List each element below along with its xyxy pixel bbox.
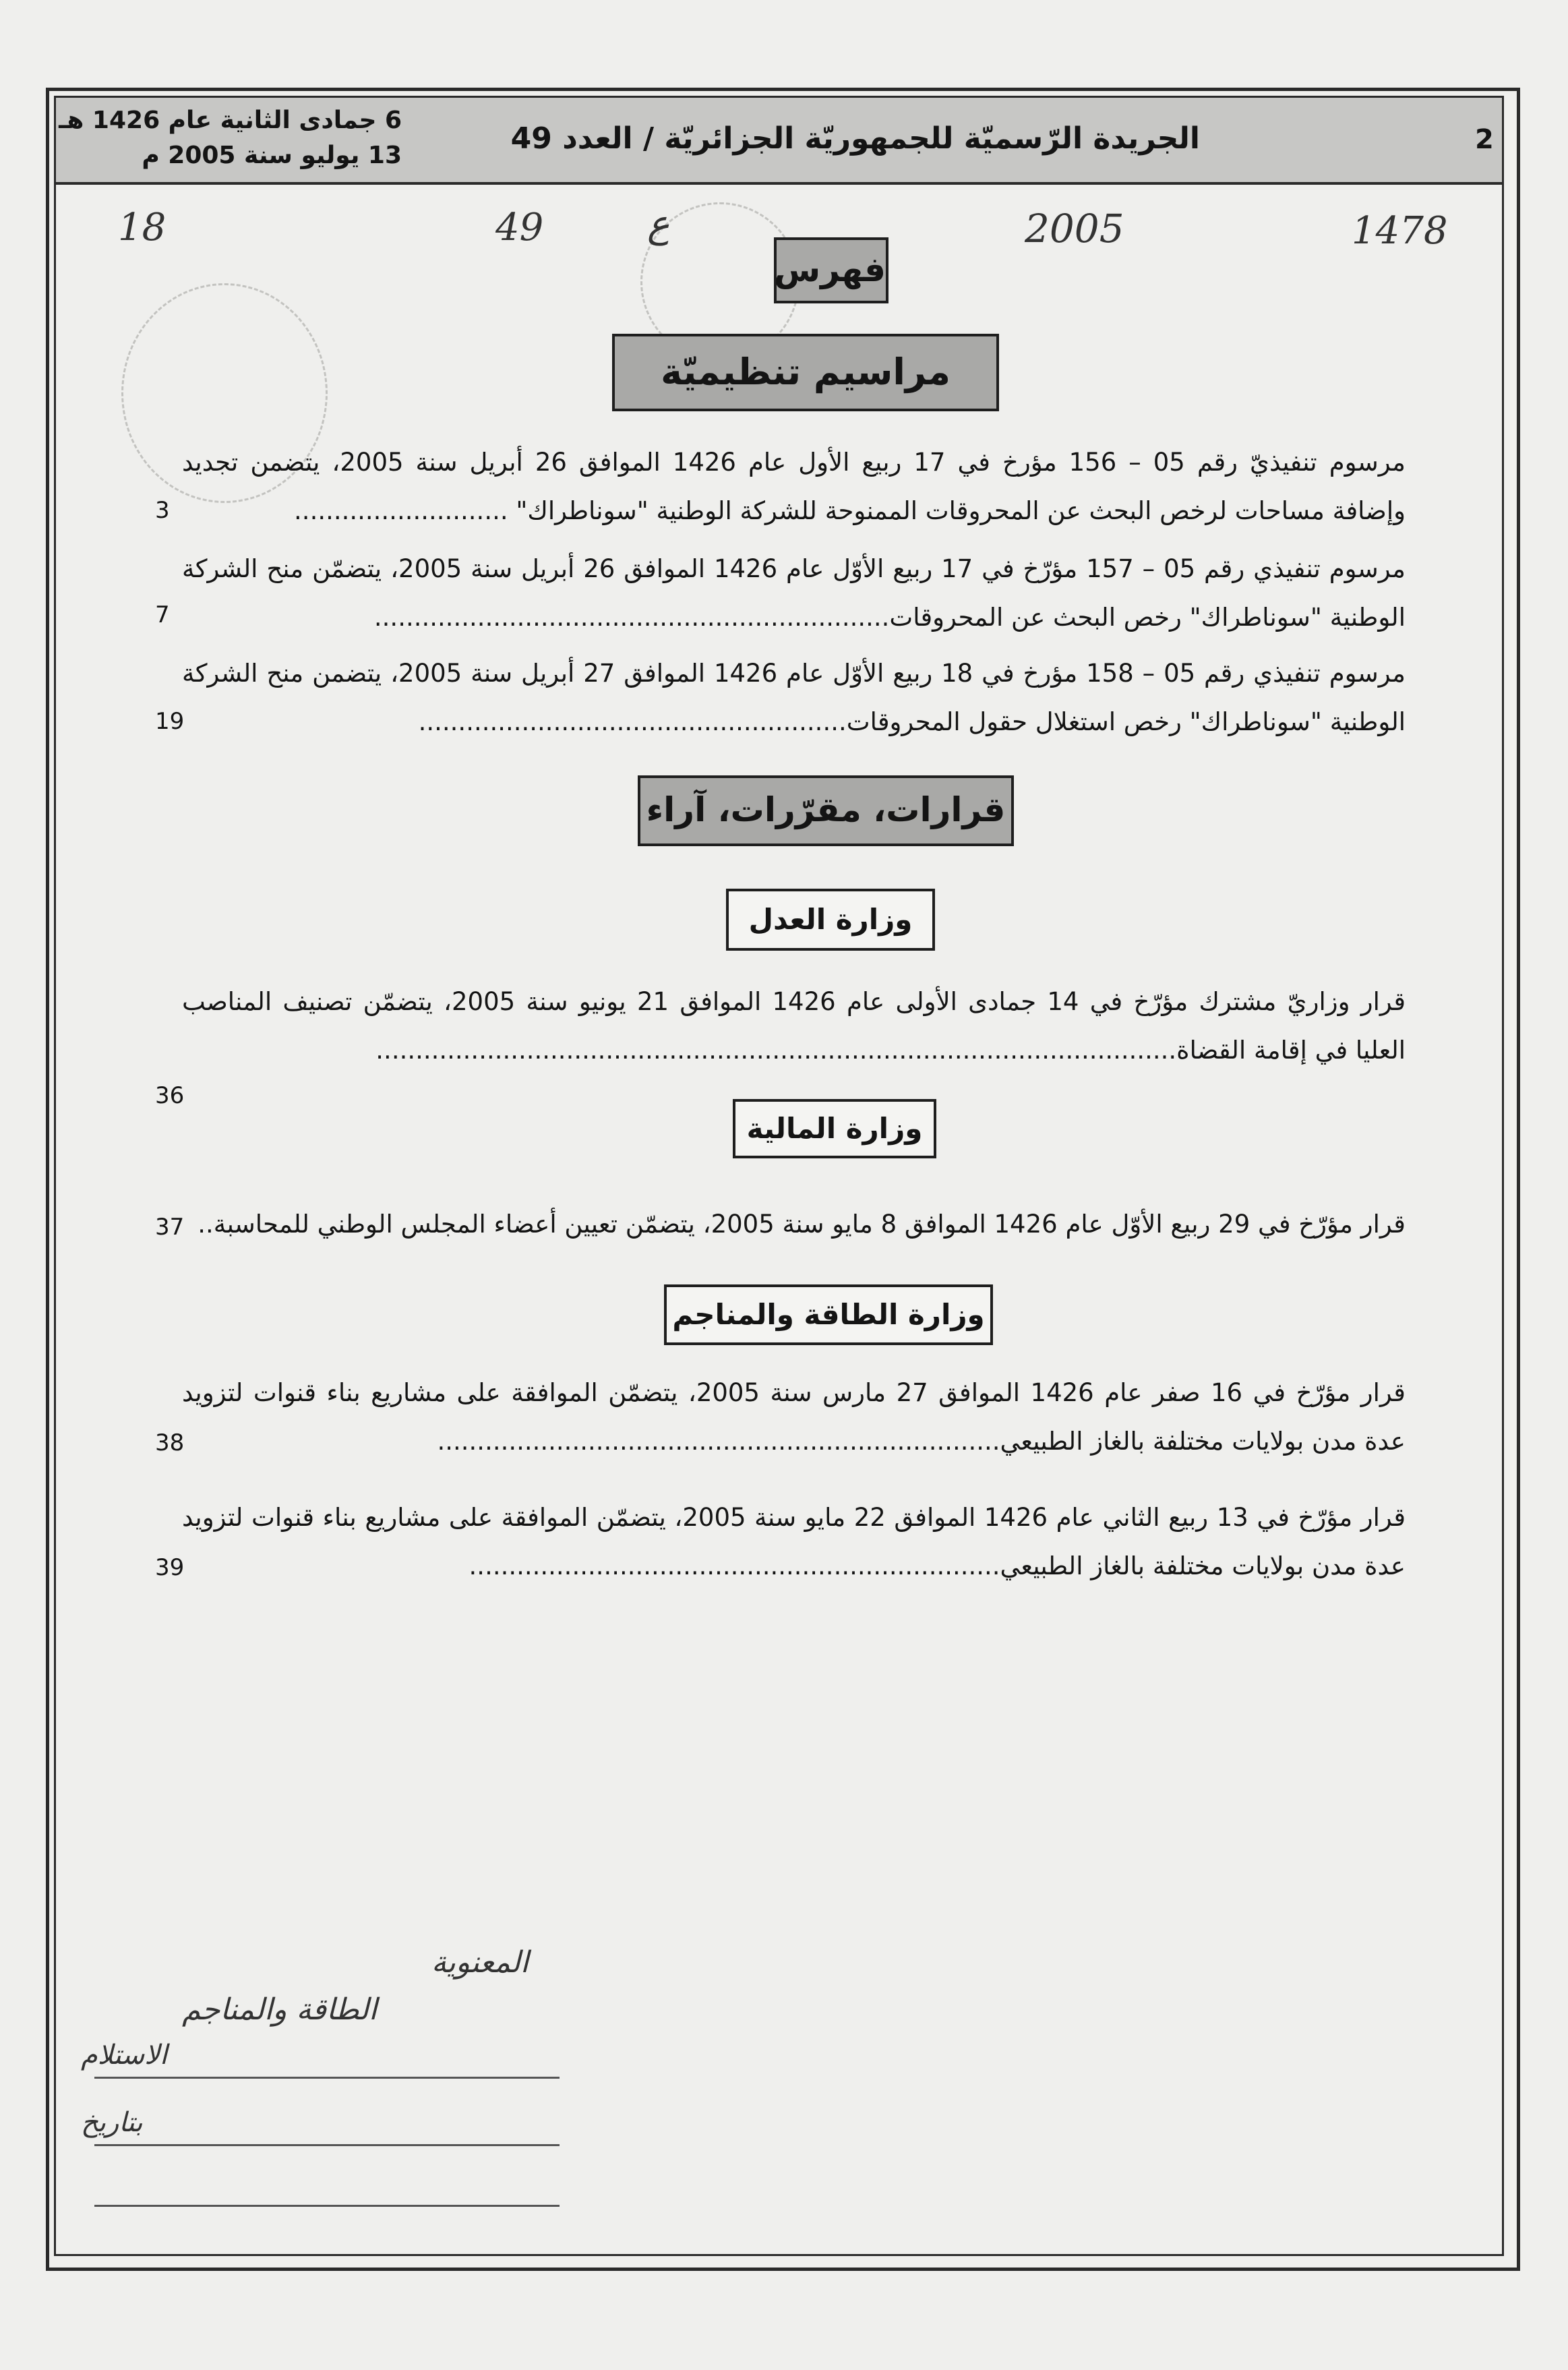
toc-entry: قرار مؤرّخ في 29 ربيع الأوّل عام 1426 الموافق 8 مايو سنة 2005، يتضمّن تعيين أعضاء المجلس الوطني للمحاسبة.. bbox=[198, 1210, 1406, 1239]
toc-page-number: 19 bbox=[155, 708, 185, 735]
section-heading-decisions-text: قرارات، مقرّرات، آراء bbox=[646, 790, 1006, 829]
toc-page-number: 39 bbox=[155, 1554, 185, 1581]
handwritten-note: المعنوية bbox=[431, 1945, 529, 1980]
toc-entry: مرسوم تنفيذي رقم 05 – 157 مؤرّخ في 17 ربيع الأوّل عام 1426 الموافق 26 أبريل سنة 2005، يتضمّن منح الشركة الوطنية "سوناطراك" رخص البحث عن المحروقات................................................................. bbox=[182, 554, 1406, 632]
handwritten-year: 2005 bbox=[1025, 206, 1124, 251]
ministry-heading-justice bbox=[726, 889, 935, 951]
handwritten-note: الطاقة والمناجم bbox=[182, 1992, 378, 2027]
section-heading-decisions bbox=[638, 775, 1014, 846]
date-gregorian: 13 يوليو سنة 2005 م bbox=[142, 142, 402, 169]
toc-page-number: 7 bbox=[155, 601, 170, 628]
handwritten-code: 18 bbox=[118, 206, 167, 249]
handwritten-number: 1478 bbox=[1352, 209, 1448, 253]
toc-entry: قرار مؤرّخ في 16 صفر عام 1426 الموافق 27 مارس سنة 2005، يتضمّن الموافقة على مشاريع بناء قنوات لتزويد عدة مدن بولايات مختلفة بالغاز الطبيعي....................................................................... bbox=[182, 1378, 1406, 1456]
signature-line bbox=[94, 2077, 560, 2079]
ministry-heading-energy-text: وزارة الطاقة والمناجم bbox=[672, 1298, 985, 1331]
signature-line bbox=[94, 2205, 560, 2207]
section-heading-decrees bbox=[612, 334, 999, 411]
toc-page-number: 3 bbox=[155, 497, 170, 524]
handwritten-note: الاستلام bbox=[81, 2040, 168, 2071]
ministry-heading-energy bbox=[664, 1284, 993, 1345]
toc-entry: مرسوم تنفيذيّ رقم 05 – 156 مؤرخ في 17 ربيع الأول عام 1426 الموافق 26 أبريل سنة 2005، يتضمن تجديد وإضافة مساحات لرخص البحث عن المحروقات الممنوحة للشركة الوطنية "سوناطراك" ........................... bbox=[182, 448, 1406, 525]
toc-entry: قرار مؤرّخ في 13 ربيع الثاني عام 1426 الموافق 22 مايو سنة 2005، يتضمّن الموافقة على مشاريع بناء قنوات لتزويد عدة مدن بولايات مختلفة بالغاز الطبيعي................................................................... bbox=[182, 1503, 1406, 1580]
ministry-heading-finance-text: وزارة المالية bbox=[746, 1112, 923, 1145]
toc-entry: قرار وزاريّ مشترك مؤرّخ في 14 جمادى الأولى عام 1426 الموافق 21 يونيو سنة 2005، يتضمّن تصنيف المناصب العليا في إقامة القضاة..................................................................................................... bbox=[182, 987, 1406, 1065]
handwritten-note: بتاريخ bbox=[81, 2107, 143, 2138]
signature-line bbox=[94, 2144, 560, 2146]
toc-page-number: 37 bbox=[155, 1214, 185, 1241]
index-title bbox=[774, 237, 888, 303]
section-heading-decrees-text: مراسيم تنظيميّة bbox=[661, 351, 951, 393]
toc-entry: مرسوم تنفيذي رقم 05 – 158 مؤرخ في 18 ربيع الأوّل عام 1426 الموافق 27 أبريل سنة 2005، يتضمن منح الشركة الوطنية "سوناطراك" رخص استغلال حقول المحروقات...................................................... bbox=[182, 659, 1406, 736]
page-number: 2 bbox=[1475, 124, 1494, 155]
date-hijri: 6 جمادى الثانية عام 1426 هـ bbox=[59, 107, 402, 134]
index-title-text: فهرس bbox=[774, 250, 886, 289]
toc-page-number: 38 bbox=[155, 1429, 185, 1456]
ministry-heading-justice-text: وزارة العدل bbox=[748, 903, 913, 936]
handwritten-issue: 49 bbox=[495, 206, 544, 249]
journal-title: الجريدة الرّسميّة للجمهوريّة الجزائريّة / العدد 49 bbox=[510, 121, 1200, 156]
handwritten-mark: ع bbox=[647, 202, 670, 246]
ministry-heading-finance bbox=[733, 1099, 936, 1158]
toc-page-number: 36 bbox=[155, 1082, 185, 1109]
